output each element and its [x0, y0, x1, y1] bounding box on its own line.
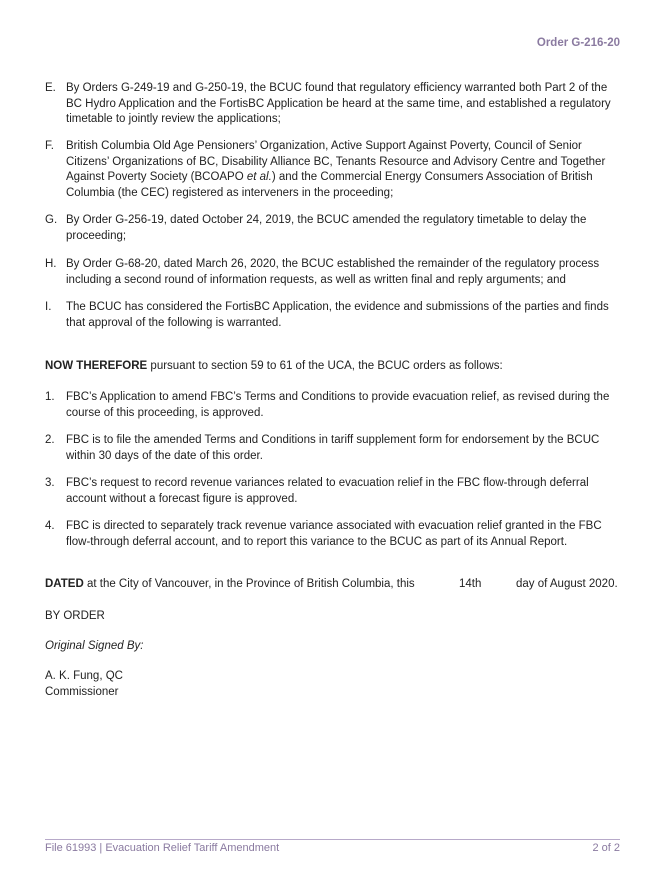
recital-g: [45, 213, 615, 244]
footer-page-number: 2 of 2: [592, 842, 620, 854]
order-text: FBC’s request to record revenue variances related to evacuation relief in the FBC flow-through deferral account without a forecast figure is approved.: [66, 477, 589, 505]
by-order: BY ORDER: [45, 610, 105, 622]
order-item-2: [45, 433, 615, 464]
recital-text-before: British Columbia Old Age Pensioners’ Organization, Active Support Against Poverty, Council of Senior Citizens’ Organizations of BC, Disability Alliance BC, Tenants Resource and Advisory Centre and Together Against Poverty Society (BCOAPO: [66, 140, 606, 184]
order-number: 3.: [45, 477, 55, 489]
recital-letter: E.: [45, 82, 56, 94]
recital-e: [45, 81, 615, 128]
now-therefore-heading: NOW THEREFORE: [45, 360, 148, 372]
recital-text: By Orders G-249-19 and G-250-19, the BCUC found that regulatory efficiency warranted both Part 2 of the BC Hydro Application and the FortisBC Application be heard at the same time, and established a regulatory timetable to jointly review the applications;: [66, 82, 611, 126]
recital-h: [45, 257, 615, 288]
recital-text: The BCUC has considered the FortisBC Application, the evidence and submissions of the parties and finds that approval of the following is warranted.: [66, 301, 609, 329]
recital-letter: G.: [45, 214, 58, 226]
order-text: FBC is directed to separately track revenue variance associated with evacuation relief granted in the FBC flow-through deferral account, and to report this variance to the BCUC as part of its Annual Report.: [66, 520, 602, 548]
order-number: 1.: [45, 391, 55, 403]
order-item-4: [45, 519, 615, 550]
order-reference: Order G-216-20: [536, 37, 620, 49]
order-number: 4.: [45, 520, 55, 532]
dated-heading: DATED: [45, 578, 84, 590]
order-item-3: [45, 476, 615, 507]
order-item-1: [45, 390, 615, 421]
order-text: FBC is to file the amended Terms and Conditions in tariff supplement form for endorsement by the BCUC within 30 days of the date of this order.: [66, 434, 600, 462]
recital-text: By Order G-256-19, dated October 24, 2019, the BCUC amended the regulatory timetable to delay the proceeding;: [66, 214, 587, 242]
footer-divider: [45, 839, 620, 840]
recital-letter: I.: [45, 301, 52, 313]
recital-letter: H.: [45, 258, 57, 270]
dated-month-year: day of August 2020.: [516, 578, 618, 590]
recital-text-after: ) and the Commercial Energy Consumers Association of British Columbia (the CEC) registered as interveners in the proceeding;: [66, 171, 593, 199]
now-therefore-text: pursuant to section 59 to 61 of the UCA, the BCUC orders as follows:: [147, 360, 503, 372]
order-number: 2.: [45, 434, 55, 446]
order-text: FBC’s Application to amend FBC’s Terms and Conditions to provide evacuation relief, as revised during the course of this proceeding, is approved.: [66, 391, 610, 419]
signatory-name: A. K. Fung, QC: [45, 670, 123, 682]
dated-day: 14th: [459, 578, 482, 590]
dated-line: [45, 577, 620, 593]
dated-text: at the City of Vancouver, in the Province of British Columbia, this: [83, 578, 415, 590]
recital-text: By Order G-68-20, dated March 26, 2020, the BCUC established the remainder of the regulatory process including a second round of information requests, as well as written final and reply arguments; and: [66, 258, 600, 286]
recital-i: [45, 300, 615, 331]
original-signed-by: Original Signed By:: [45, 640, 144, 652]
now-therefore-clause: [45, 359, 620, 375]
recital-f: [45, 139, 615, 201]
signatory-title: Commissioner: [45, 686, 119, 698]
recital-letter: F.: [45, 140, 54, 152]
footer-file-reference: File 61993 | Evacuation Relief Tariff Amendment: [45, 842, 280, 854]
recital-text-italic: et al.: [246, 171, 272, 184]
